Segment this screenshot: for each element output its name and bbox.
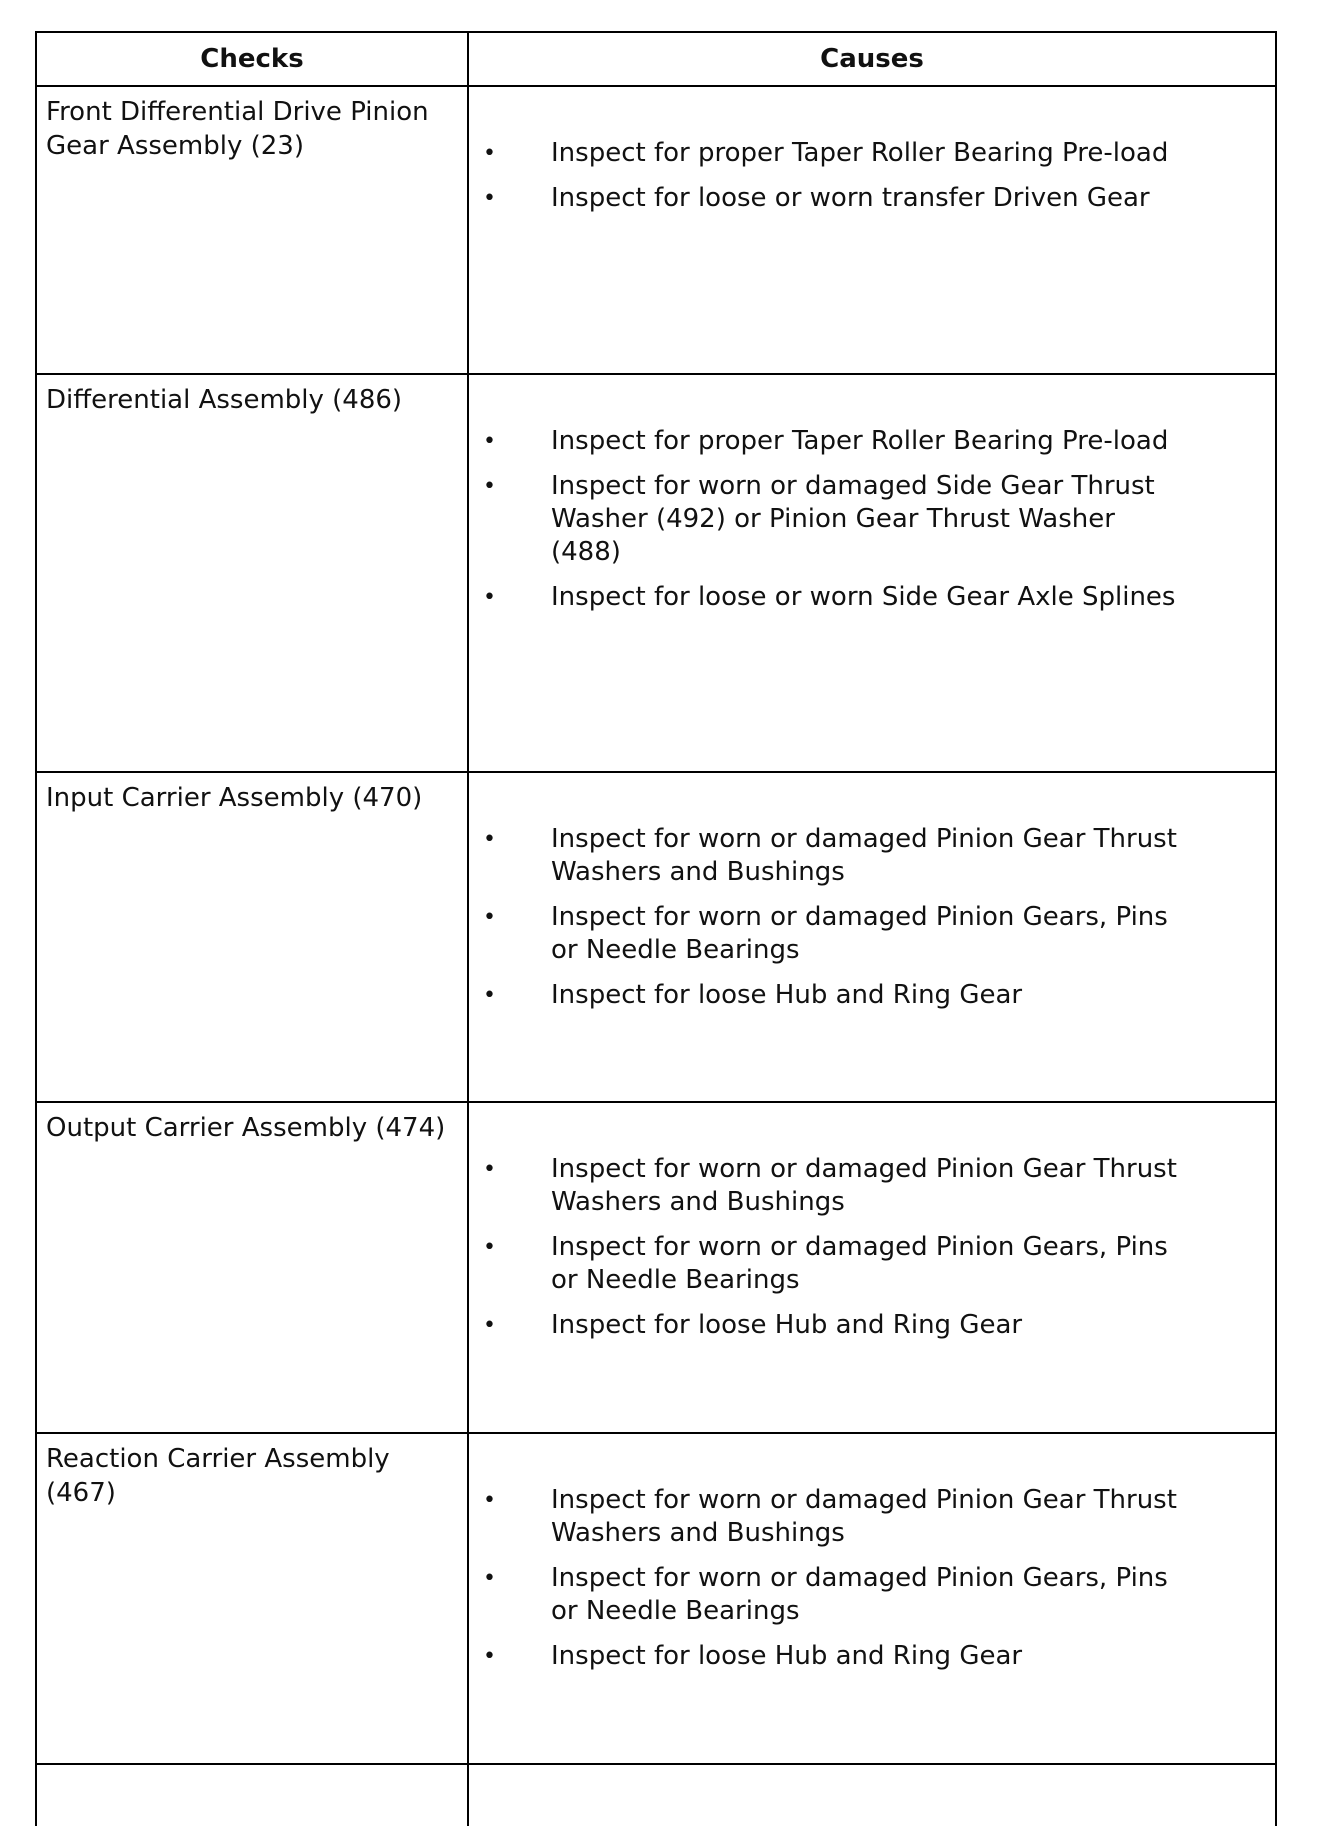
table-row <box>37 1103 1275 1434</box>
table-row <box>37 773 1275 1103</box>
table-header-row <box>37 33 1275 87</box>
cause-text: Inspect for worn or damaged Pinion Gears, Pins or Needle Bearings <box>551 1563 1168 1626</box>
cause-text: Inspect for worn or damaged Pinion Gear Thrust Washers and Bushings <box>551 1485 1177 1548</box>
cause-text: Inspect for worn or damaged Side Gear Thrust Washer (492) or Pinion Gear Thrust Washer (488) <box>551 471 1155 567</box>
bullet-icon: • <box>483 1157 496 1182</box>
causes-list <box>481 1153 1181 1354</box>
cause-text: Inspect for worn or damaged Pinion Gears, Pins or Needle Bearings <box>551 1232 1168 1295</box>
causes-list <box>481 1484 1181 1685</box>
cause-text: Inspect for proper Taper Roller Bearing Pre-load <box>551 426 1169 456</box>
cause-item <box>481 979 1181 1012</box>
cause-item <box>481 470 1181 569</box>
bullet-icon: • <box>483 585 496 610</box>
cause-item <box>481 901 1181 967</box>
bullet-icon: • <box>483 1313 496 1338</box>
check-cell: Reaction Carrier Assembly (467) <box>46 1444 390 1508</box>
cause-text: Inspect for loose Hub and Ring Gear <box>551 980 1023 1010</box>
cause-text: Inspect for worn or damaged Pinion Gears, Pins or Needle Bearings <box>551 902 1168 965</box>
bullet-icon: • <box>483 827 496 852</box>
cause-item <box>481 581 1181 614</box>
cause-item <box>481 1153 1181 1219</box>
causes-list <box>481 823 1181 1024</box>
bullet-icon: • <box>483 1566 496 1591</box>
bullet-icon: • <box>483 186 496 211</box>
table-row <box>37 375 1275 773</box>
table-row-empty <box>37 1765 1275 1828</box>
bullet-icon: • <box>483 1644 496 1669</box>
cause-text: Inspect for worn or damaged Pinion Gear Thrust Washers and Bushings <box>551 824 1177 887</box>
cause-text: Inspect for loose Hub and Ring Gear <box>551 1641 1023 1671</box>
cause-item <box>481 137 1181 170</box>
cause-item <box>481 425 1181 458</box>
cause-text: Inspect for proper Taper Roller Bearing Pre-load <box>551 138 1169 168</box>
table-row <box>37 1434 1275 1765</box>
cause-item <box>481 1562 1181 1628</box>
cause-item <box>481 823 1181 889</box>
cause-text: Inspect for loose or worn Side Gear Axle Splines <box>551 582 1176 612</box>
bullet-icon: • <box>483 1488 496 1513</box>
check-cell: Differential Assembly (486) <box>46 385 403 415</box>
check-cell: Output Carrier Assembly (474) <box>46 1113 446 1143</box>
bullet-icon: • <box>483 141 496 166</box>
checks-causes-table <box>35 31 1277 1826</box>
check-cell: Front Differential Drive Pinion Gear Assembly (23) <box>46 97 429 161</box>
cause-text: Inspect for worn or damaged Pinion Gear Thrust Washers and Bushings <box>551 1154 1177 1217</box>
check-cell: Input Carrier Assembly (470) <box>46 783 423 813</box>
causes-list <box>481 425 1181 626</box>
causes-list <box>481 137 1181 227</box>
cause-item <box>481 1640 1181 1673</box>
bullet-icon: • <box>483 905 496 930</box>
cause-item <box>481 1309 1181 1342</box>
cause-item <box>481 1484 1181 1550</box>
cause-item <box>481 1231 1181 1297</box>
cause-item <box>481 182 1181 215</box>
table-row <box>37 87 1275 375</box>
bullet-icon: • <box>483 474 496 499</box>
cause-text: Inspect for loose or worn transfer Driven Gear <box>551 183 1150 213</box>
header-causes: Causes <box>820 44 924 74</box>
bullet-icon: • <box>483 429 496 454</box>
cause-text: Inspect for loose Hub and Ring Gear <box>551 1310 1023 1340</box>
bullet-icon: • <box>483 983 496 1008</box>
header-checks: Checks <box>200 44 304 74</box>
bullet-icon: • <box>483 1235 496 1260</box>
